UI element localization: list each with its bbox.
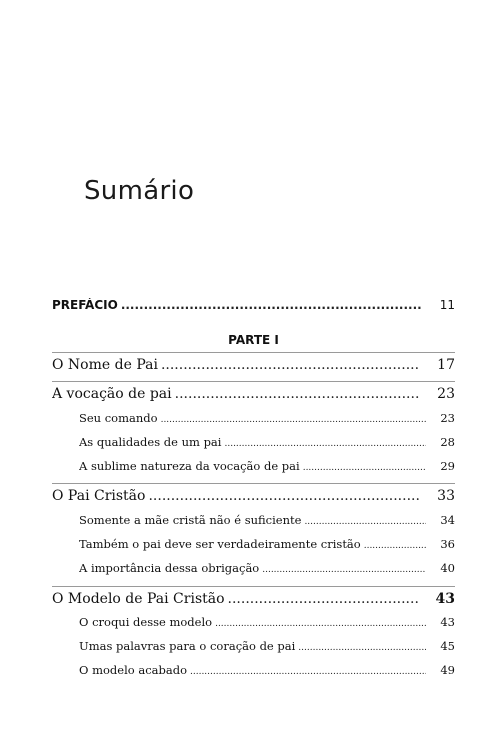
toc-page-number: 43 — [440, 615, 455, 629]
dot-leader — [262, 565, 426, 575]
toc-chapter-label: O Modelo de Pai Cristão — [52, 591, 225, 607]
dot-leader — [304, 517, 426, 527]
toc-section[interactable] — [79, 537, 455, 551]
toc-chapter[interactable] — [52, 357, 455, 373]
dot-leader — [190, 667, 426, 677]
toc-section-label: A sublime natureza da vocação de pai — [79, 459, 300, 473]
toc-section[interactable] — [79, 411, 455, 425]
toc-page-number: 34 — [440, 513, 455, 527]
dot-leader — [303, 463, 427, 473]
toc-section[interactable] — [79, 513, 455, 527]
toc-page-number: 45 — [440, 639, 455, 653]
toc-page-number: 49 — [440, 663, 455, 677]
toc-chapter[interactable] — [52, 386, 455, 402]
toc-page-number: 36 — [440, 537, 455, 551]
toc-chapter-label: O Nome de Pai — [52, 357, 158, 373]
toc-section-label: Também o pai deve ser verdadeiramente cristão — [79, 537, 361, 551]
toc-page-number: 17 — [437, 357, 455, 373]
toc-section-label: As qualidades de um pai — [79, 435, 222, 449]
toc-chapter-label: A vocação de pai — [52, 386, 172, 402]
toc-section-label: O croqui desse modelo — [79, 615, 213, 629]
toc-page-number: 23 — [437, 386, 455, 402]
dot-leader — [161, 357, 419, 373]
dot-leader — [298, 643, 426, 653]
divider — [52, 352, 455, 353]
toc-chapter[interactable] — [52, 591, 455, 607]
toc-section[interactable] — [79, 639, 455, 653]
toc-page-number: 28 — [440, 435, 455, 449]
toc-entry-preface[interactable] — [52, 298, 455, 312]
toc-chapter-label: O Pai Cristão — [52, 488, 146, 504]
toc-section-label: O modelo acabado — [79, 663, 187, 677]
part-heading: PARTE I — [228, 333, 279, 347]
page-title: Sumário — [84, 176, 195, 206]
toc-page-number: 43 — [435, 591, 455, 607]
divider — [52, 586, 455, 587]
dot-leader — [215, 619, 426, 629]
dot-leader — [224, 439, 426, 449]
dot-leader — [161, 415, 427, 425]
toc-section[interactable] — [79, 459, 455, 473]
toc-section-label: Umas palavras para o coração de pai — [79, 639, 296, 653]
toc-entry-label: PREFÁCIO — [52, 298, 118, 312]
toc-section-label: A importância dessa obrigação — [79, 561, 260, 575]
dot-leader — [228, 591, 418, 607]
toc-chapter[interactable] — [52, 488, 455, 504]
toc-section[interactable] — [79, 615, 455, 629]
toc-page-number: 29 — [440, 459, 455, 473]
toc-section[interactable] — [79, 435, 455, 449]
toc-section-label: Seu comando — [79, 411, 158, 425]
divider — [52, 483, 455, 484]
toc-page-number: 33 — [437, 488, 455, 504]
toc-section[interactable] — [79, 663, 455, 677]
toc-section[interactable] — [79, 561, 455, 575]
toc-page-number: 11 — [439, 298, 455, 312]
toc-page-number: 40 — [440, 561, 455, 575]
divider — [52, 381, 455, 382]
dot-leader — [121, 298, 422, 312]
dot-leader — [364, 541, 427, 551]
dot-leader — [148, 488, 419, 504]
toc-section-label: Somente a mãe cristã não é suficiente — [79, 513, 302, 527]
toc-page-number: 23 — [440, 411, 455, 425]
dot-leader — [175, 386, 420, 402]
